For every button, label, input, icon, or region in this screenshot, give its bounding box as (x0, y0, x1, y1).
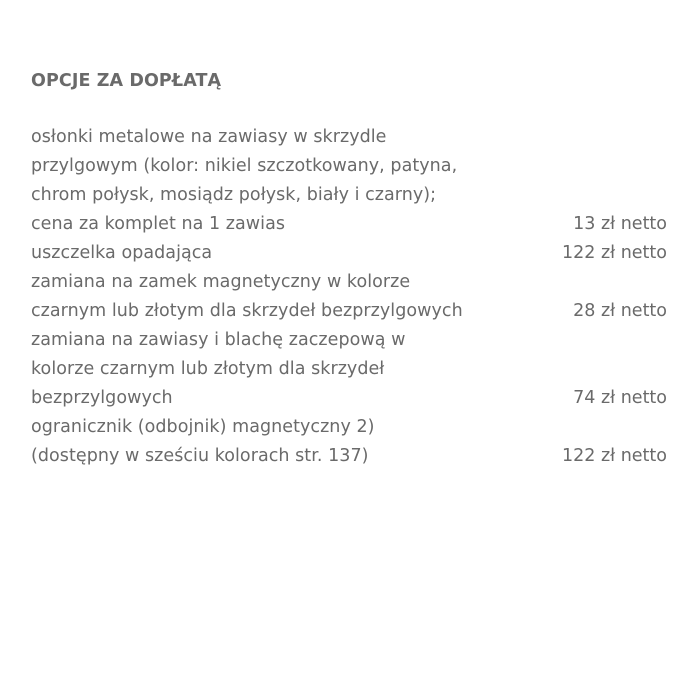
option-item-magnetic-stopper (31, 413, 667, 471)
option-item-hinge-covers (31, 123, 667, 239)
option-price: 13 zł netto (573, 214, 667, 234)
option-description-line: (dostępny w sześciu kolorach str. 137) (31, 446, 369, 466)
option-description-line: przylgowym (kolor: nikiel szczotkowany, patyna, (31, 156, 458, 176)
option-description-line: uszczelka opadająca (31, 243, 213, 263)
option-description-line: czarnym lub złotym dla skrzydeł bezprzylgowych (31, 301, 463, 321)
option-description-line: cena za komplet na 1 zawias (31, 214, 286, 234)
option-description-line: chrom połysk, mosiądz połysk, biały i czarny); (31, 185, 437, 205)
option-item-hinges-strike-plate (31, 326, 667, 413)
option-price: 28 zł netto (573, 301, 667, 321)
option-description-line: zamiana na zamek magnetyczny w kolorze (31, 272, 411, 292)
option-price: 122 zł netto (562, 243, 667, 263)
section-title: OPCJE ZA DOPŁATĄ (31, 71, 222, 91)
option-price: 122 zł netto (562, 446, 667, 466)
option-description-line: ogranicznik (odbojnik) magnetyczny 2) (31, 417, 375, 437)
option-item-magnetic-lock (31, 268, 667, 326)
option-description-line: zamiana na zawiasy i blachę zaczepową w (31, 330, 406, 350)
option-price: 74 zł netto (573, 388, 667, 408)
option-item-drop-seal (31, 239, 667, 268)
option-description-line: kolorze czarnym lub złotym dla skrzydeł (31, 359, 385, 379)
options-list (31, 123, 667, 471)
option-description-line: osłonki metalowe na zawiasy w skrzydle (31, 127, 387, 147)
option-description-line: bezprzylgowych (31, 388, 173, 408)
